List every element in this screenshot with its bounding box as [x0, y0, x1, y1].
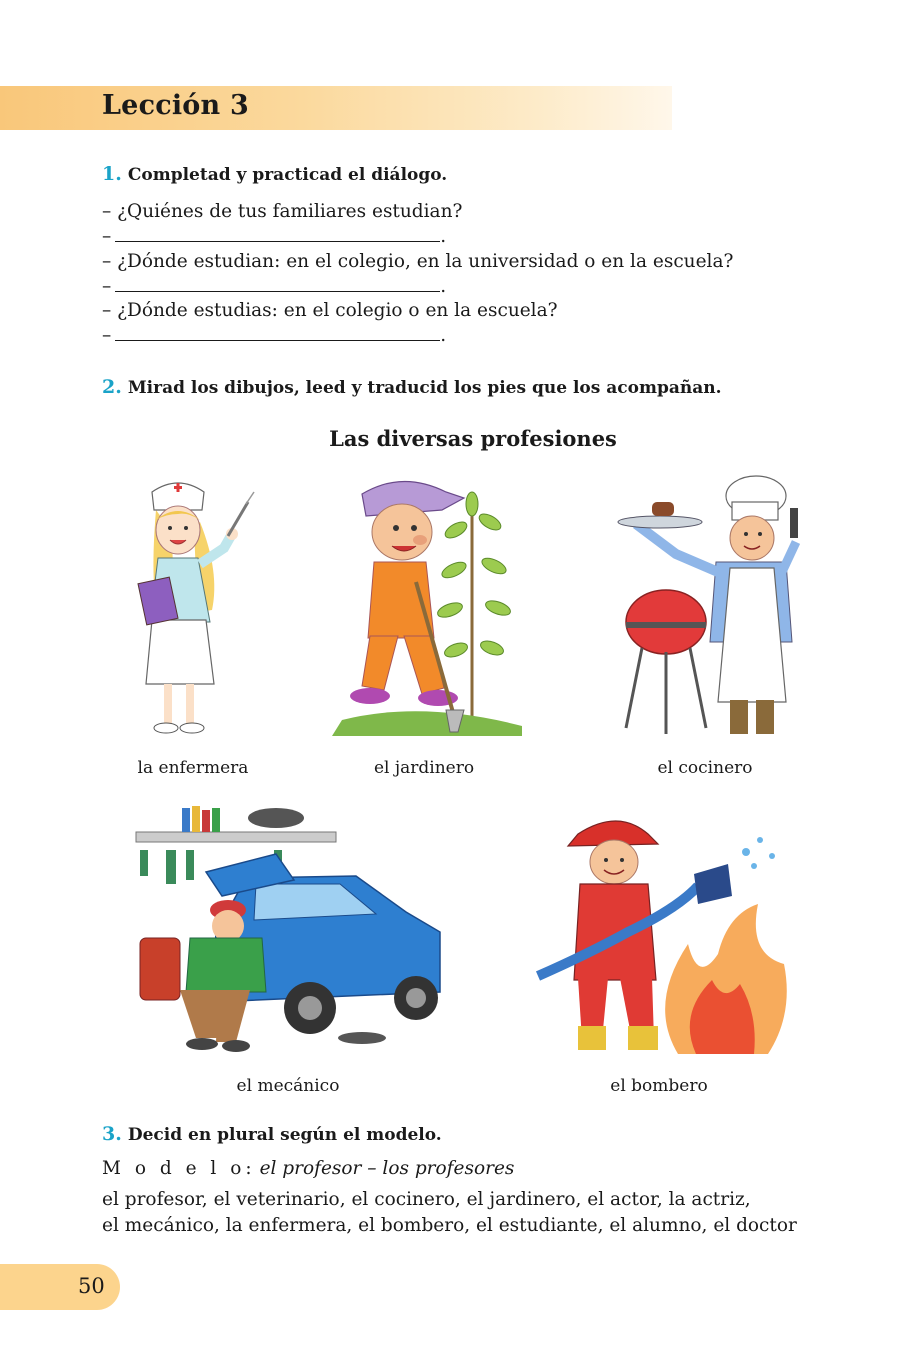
word-list-line: el profesor, el veterinario, el cocinero, el jardinero, el actor, la actriz,: [102, 1189, 751, 1210]
exercise-instruction: Mirad los dibujos, leed y traducid los pies que los acompañan.: [127, 378, 722, 398]
period: .: [440, 226, 447, 247]
exercise-number: 2.: [102, 376, 122, 398]
dash: –: [102, 325, 112, 346]
dialogue-line: – ¿Dónde estudian: en el colegio, en la universidad o en la escuela?: [102, 251, 734, 272]
caption-firefighter: el bombero: [610, 1076, 708, 1096]
firefighter-illustration: [528, 804, 794, 1062]
model-text: el profesor – los profesores: [259, 1158, 515, 1179]
section-title: Las diversas profesiones: [329, 426, 617, 451]
answer-blank[interactable]: [115, 326, 440, 341]
model-label: M o d e l o:: [102, 1158, 256, 1179]
gardener-illustration: [322, 470, 530, 740]
mechanic-illustration: [126, 802, 446, 1060]
page-number: 50: [78, 1274, 105, 1298]
exercise-3-heading: [102, 1123, 442, 1145]
dialogue-blank-line: [102, 325, 446, 346]
period: .: [440, 325, 447, 346]
dialogue-blank-line: [102, 276, 446, 297]
dialogue-line: – ¿Quiénes de tus familiares estudian?: [102, 201, 463, 222]
dialogue-line: – ¿Dónde estudias: en el colegio o en la escuela?: [102, 300, 558, 321]
exercise-1-heading: [102, 163, 447, 185]
answer-blank[interactable]: [115, 227, 440, 242]
exercise-instruction: Completad y practicad el diálogo.: [127, 165, 448, 185]
dash: –: [102, 226, 112, 247]
word-list-line: el mecánico, la enfermera, el bombero, el estudiante, el alumno, el doctor: [102, 1215, 797, 1236]
answer-blank[interactable]: [115, 277, 440, 292]
caption-mechanic: el mecánico: [236, 1076, 340, 1096]
nurse-illustration: [128, 472, 258, 744]
model-example: [102, 1158, 514, 1179]
exercise-number: 1.: [102, 163, 122, 185]
caption-cook: el cocinero: [657, 758, 753, 778]
dash: –: [102, 276, 112, 297]
exercise-instruction: Decid en plural según el modelo.: [127, 1125, 442, 1145]
caption-nurse: la enfermera: [137, 758, 249, 778]
lesson-title: Lección 3: [102, 90, 249, 121]
dialogue-blank-line: [102, 226, 446, 247]
exercise-2-heading: [102, 376, 722, 398]
cook-illustration: [606, 472, 806, 742]
exercise-number: 3.: [102, 1123, 122, 1145]
lesson-header-band: [0, 86, 672, 130]
caption-gardener: el jardinero: [373, 758, 475, 778]
period: .: [440, 276, 447, 297]
